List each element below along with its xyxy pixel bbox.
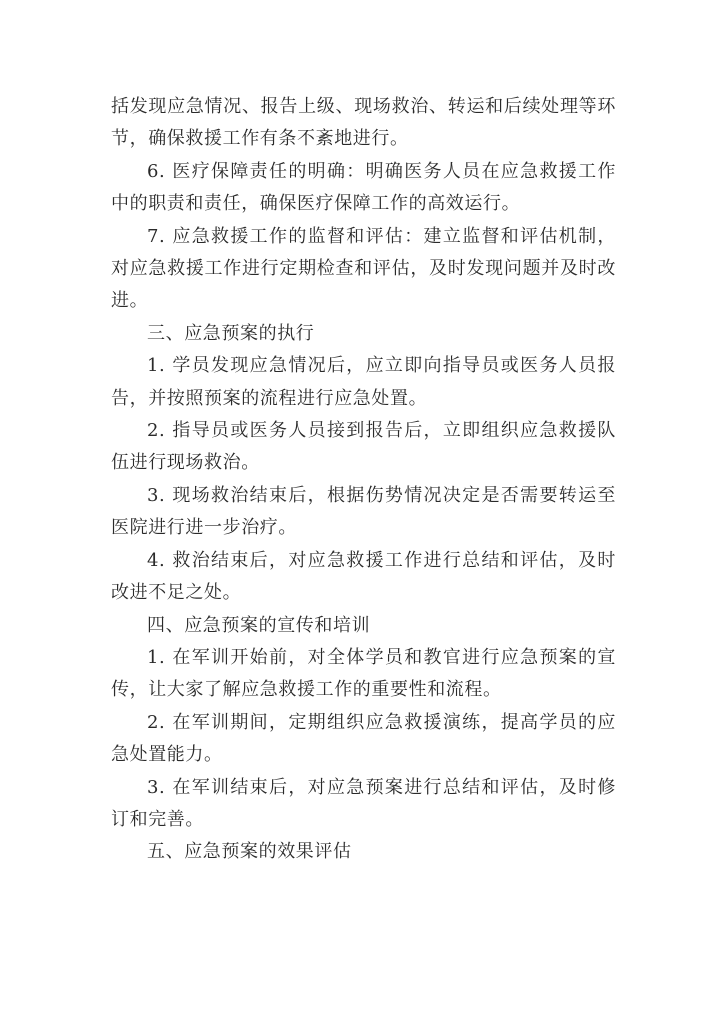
section-heading-5: 五、应急预案的效果评估 (147, 841, 352, 863)
paragraph-item: 2. 指导员或医务人员接到报告后，立即组织应急救援队伍进行现场救治。 (111, 420, 616, 474)
paragraph-item: 4. 救治结束后，对应急救援工作进行总结和评估，及时改进不足之处。 (111, 549, 616, 604)
paragraph-continuation: 括发现应急情况、报告上级、现场救治、转运和后续处理等环节，确保救援工作有条不紊地进行。 (111, 96, 616, 150)
paragraph-item-7: 7. 应急救援工作的监督和评估：建立监督和评估机制，对应急救援工作进行定期检查和评估，及时发现问题并及时改进。 (111, 225, 616, 312)
paragraph-item: 3. 在军训结束后，对应急预案进行总结和评估，及时修订和完善。 (111, 776, 616, 830)
section-heading-4: 四、应急预案的宣传和培训 (147, 614, 371, 636)
paragraph-item: 1. 在军训开始前，对全体学员和教官进行应急预案的宣传，让大家了解应急救援工作的重要性和流程。 (111, 646, 616, 701)
paragraph-item: 2. 在军训期间，定期组织应急救援演练，提高学员的应急处置能力。 (111, 711, 616, 766)
document-page (111, 91, 616, 869)
section-heading-3: 三、应急预案的执行 (147, 322, 315, 344)
paragraph-item: 3. 现场救治结束后，根据伤势情况决定是否需要转运至医院进行进一步治疗。 (111, 484, 616, 539)
paragraph-item-6: 6. 医疗保障责任的明确：明确医务人员在应急救援工作中的职责和责任，确保医疗保障工作的高效运行。 (111, 160, 616, 215)
paragraph-item: 1. 学员发现应急情况后，应立即向指导员或医务人员报告，并按照预案的流程进行应急处置。 (111, 355, 616, 409)
